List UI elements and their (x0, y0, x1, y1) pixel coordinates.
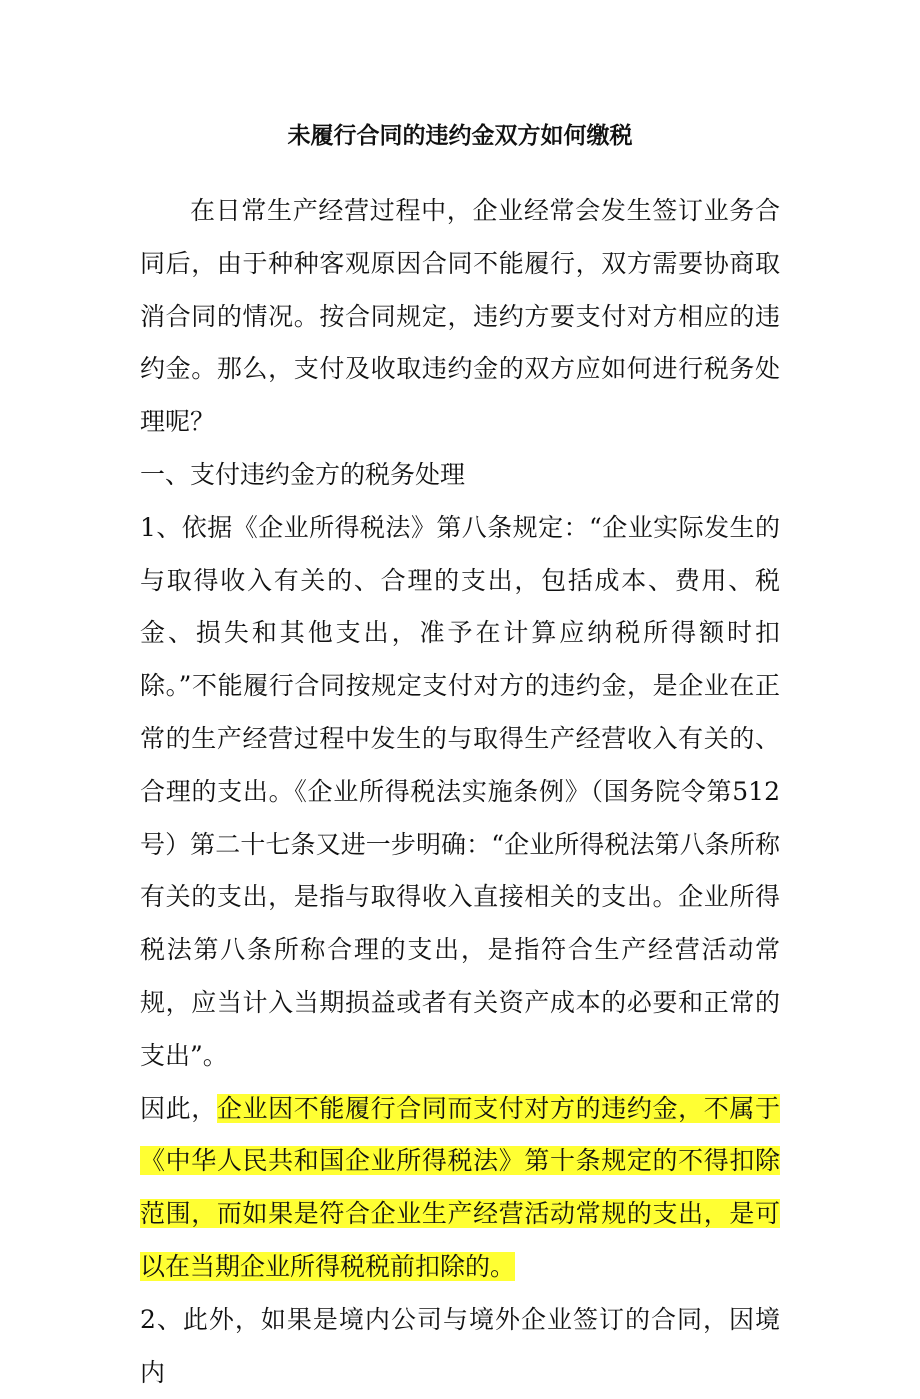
item-1-paragraph: 1、依据《企业所得税法》第八条规定：“企业实际发生的与取得收入有关的、合理的支出，包括成本、费用、税金、损失和其他支出，准予在计算应纳税所得额时扣除。”不能履行合同按规定支付对方的违约金，是企业在正常的生产经营过程中发生的与取得生产经营收入有关的、合理的支出。《企业所得税法实施条例》（国务院令第512号）第二十七条又进一步明确：“企业所得税法第八条所称有关的支出，是指与取得收入直接相关的支出。企业所得税法第八条所称合理的支出，是指符合生产经营活动常规，应当计入当期损益或者有关资产成本的必要和正常的支出”。 (140, 512, 780, 1070)
conclusion-prefix: 因此， (140, 1093, 217, 1123)
intro-paragraph: 在日常生产经营过程中，企业经常会发生签订业务合同后，由于种种客观原因合同不能履行，双方需要协商取消合同的情况。按合同规定，违约方要支付对方相应的违约金。那么，支付及收取违约金的双方应如何进行税务处理呢？ (140, 196, 780, 437)
document-body (140, 185, 780, 1399)
section-heading: 一、支付违约金方的税务处理 (140, 459, 466, 489)
highlighted-text: 企业因不能履行合同而支付对方的违约金，不属于《中华人民共和国企业所得税法》第十条规定的不得扣除范围，而如果是符合企业生产经营活动常规的支出，是可以在当期企业所得税税前扣除的。 (140, 1093, 780, 1281)
item-2-paragraph: 2、此外，如果是境内公司与境外企业签订的合同，因境内 (140, 1304, 780, 1387)
document-title: 未履行合同的违约金双方如何缴税 (287, 123, 633, 149)
conclusion-paragraph (140, 1083, 780, 1294)
